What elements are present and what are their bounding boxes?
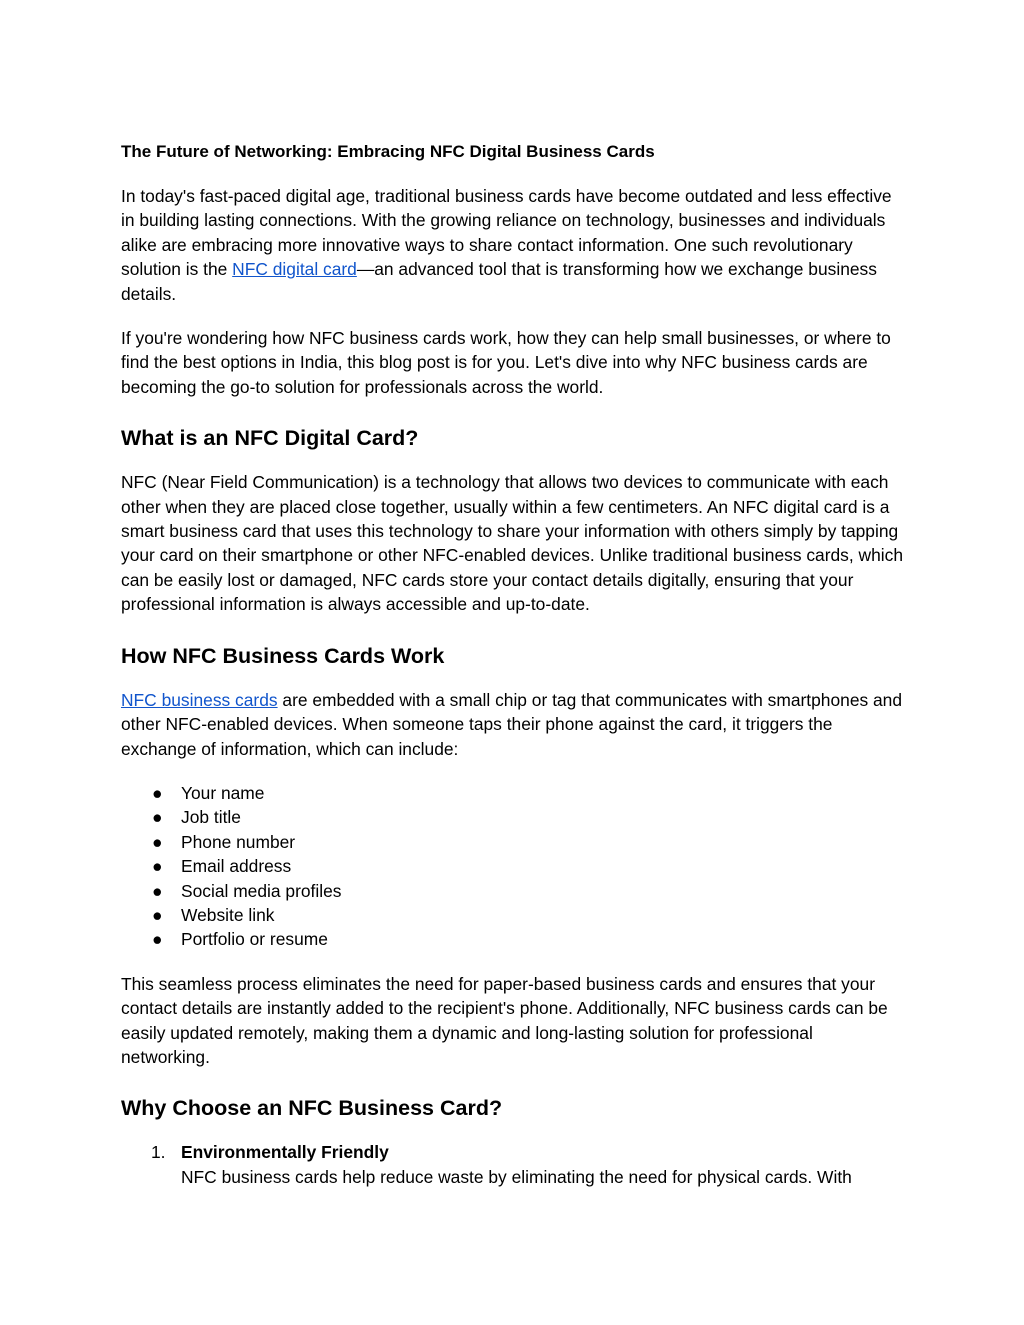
intro-text-before-link: In today's fast-paced digital age, traditional business cards have become outdated and less effective in building lasting connections. With the growing reliance on technology, businesses and individuals alike are embracing more innovative ways to share contact information. One such revolutionary solution is the xyxy=(121,186,892,280)
list-item-text: Job title xyxy=(181,807,241,828)
heading-what-is-nfc-card: What is an NFC Digital Card? xyxy=(121,426,419,451)
list-item-text: Website link xyxy=(181,904,275,925)
list-item-text: Portfolio or resume xyxy=(181,929,328,950)
list-item-text: Your name xyxy=(181,782,265,803)
intro-paragraph-1 xyxy=(121,184,903,306)
list-item-text: Social media profiles xyxy=(181,880,342,901)
intro-text-after-link: —an advanced tool that is transforming how we exchange business details. xyxy=(121,259,877,304)
bullet-icon: ● xyxy=(152,831,163,852)
bullet-icon: ● xyxy=(152,904,163,925)
heading-why-choose-nfc: Why Choose an NFC Business Card? xyxy=(121,1096,503,1121)
document-title: The Future of Networking: Embracing NFC Digital Business Cards xyxy=(121,142,655,161)
list-item xyxy=(121,805,903,829)
bullet-icon: ● xyxy=(152,880,163,901)
nfc-business-cards-link[interactable]: NFC business cards xyxy=(121,689,278,710)
info-bullet-list xyxy=(121,781,903,952)
reason-body: NFC business cards help reduce waste by eliminating the need for physical cards. With xyxy=(181,1166,852,1187)
list-item xyxy=(121,1140,903,1189)
reasons-numbered-list xyxy=(121,1140,903,1189)
bullet-icon: ● xyxy=(152,782,163,803)
heading-how-nfc-works: How NFC Business Cards Work xyxy=(121,643,445,668)
nfc-digital-card-link[interactable]: NFC digital card xyxy=(232,259,357,280)
list-item xyxy=(121,927,903,951)
how-nfc-text-after-link: are embedded with a small chip or tag that communicates with smartphones and other NFC-enabled devices. When someone taps their phone against the card, it triggers the exchange of information, which can include: xyxy=(121,689,903,759)
bullet-icon: ● xyxy=(152,929,163,950)
list-item xyxy=(121,781,903,805)
bullet-icon: ● xyxy=(152,856,163,877)
reason-title: Environmentally Friendly xyxy=(181,1142,389,1163)
bullet-icon: ● xyxy=(152,807,163,828)
list-item xyxy=(121,903,903,927)
intro-paragraph-2: If you're wondering how NFC business cards work, how they can help small businesses, or where to find the best options in India, this blog post is for you. Let's dive into why NFC business cards are becoming the go-to solution for professionals across the world. xyxy=(121,328,891,397)
how-nfc-closing-paragraph: This seamless process eliminates the need for paper-based business cards and ensures that your contact details are instantly added to the recipient's phone. Additionally, NFC business cards can be easily updated remotely, making them a dynamic and long-lasting solution for professional networking. xyxy=(121,973,888,1067)
list-item-text: Email address xyxy=(181,856,292,877)
list-item xyxy=(121,854,903,878)
list-item xyxy=(121,830,903,854)
document-page xyxy=(121,140,903,1189)
list-item-text: Phone number xyxy=(181,831,296,852)
how-nfc-paragraph xyxy=(121,688,903,761)
list-number: 1. xyxy=(151,1142,166,1163)
list-item xyxy=(121,879,903,903)
what-is-nfc-paragraph: NFC (Near Field Communication) is a technology that allows two devices to communicate with each other when they are placed close together, usually within a few centimeters. An NFC digital card is a smart business card that uses this technology to share your information with others simply by tapping your card on their smartphone or other NFC-enabled devices. Unlike traditional business cards, which can be easily lost or damaged, NFC cards store your contact details digitally, ensuring that your professional information is always accessible and up-to-date. xyxy=(121,472,903,615)
